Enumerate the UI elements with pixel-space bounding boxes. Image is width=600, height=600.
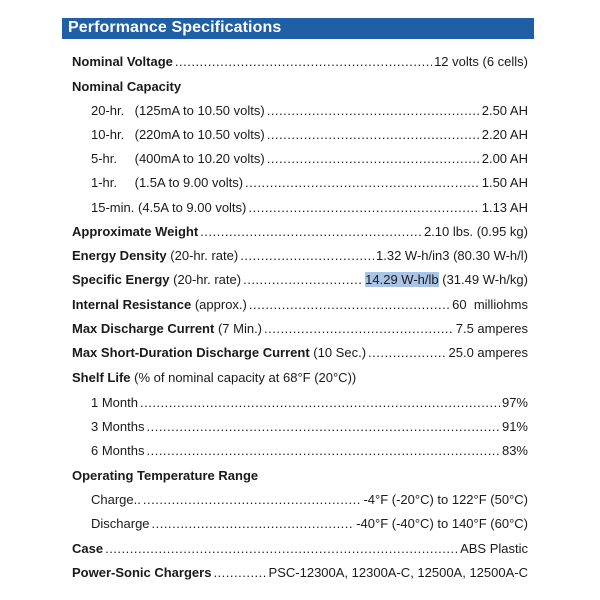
temp-row xyxy=(91,490,528,510)
spec-row-case xyxy=(72,539,528,559)
capacity-row xyxy=(91,101,528,121)
capacity-condition: (125mA to 10.50 volts) xyxy=(134,103,265,118)
capacity-condition: (400mA to 10.20 volts) xyxy=(134,151,265,166)
dot-leader xyxy=(248,198,479,218)
spec-label: Approximate Weight xyxy=(72,224,199,239)
dot-leader xyxy=(240,246,374,266)
dot-leader xyxy=(140,393,500,413)
shelf-life-period: 6 Months xyxy=(91,443,145,458)
spec-label: Max Discharge Current xyxy=(72,321,215,336)
dot-leader xyxy=(267,125,480,145)
spec-value xyxy=(365,270,528,290)
capacity-value: 2.00 AH xyxy=(481,151,528,166)
dot-leader xyxy=(143,490,362,510)
section-header-bar xyxy=(62,18,534,39)
spec-value: 60 milliohms xyxy=(452,297,528,312)
spec-qualifier: (approx.) xyxy=(194,297,247,312)
spec-row-nominal-voltage xyxy=(72,52,528,72)
dot-leader xyxy=(264,319,454,339)
shelf-life-row xyxy=(91,441,528,461)
capacity-row xyxy=(91,173,528,193)
spec-label: Case xyxy=(72,541,104,556)
dot-leader xyxy=(243,270,363,290)
spec-qualifier: (20-hr. rate) xyxy=(173,272,242,287)
capacity-condition: (220mA to 10.50 volts) xyxy=(134,127,265,142)
spec-label-group xyxy=(72,368,356,388)
dot-leader xyxy=(267,101,480,121)
spec-label: Energy Density xyxy=(72,248,167,263)
capacity-rate-label xyxy=(91,125,265,145)
spec-row-chargers xyxy=(72,563,528,583)
spec-label: Specific Energy xyxy=(72,272,170,287)
spec-value: 7.5 amperes xyxy=(455,321,528,336)
capacity-row xyxy=(91,125,528,145)
dot-leader xyxy=(368,343,446,363)
spec-label-group xyxy=(72,319,262,339)
spec-label: Power-Sonic Chargers xyxy=(72,565,212,580)
spec-qualifier: (20-hr. rate) xyxy=(170,248,239,263)
spec-row-max-discharge xyxy=(72,319,528,339)
capacity-rate: 5-hr. xyxy=(91,151,118,166)
dot-leader xyxy=(249,295,450,315)
spec-value: PSC-12300A, 12300A-C, 12500A, 12500A-C xyxy=(268,565,528,580)
dot-leader xyxy=(146,417,499,437)
temp-mode: Discharge xyxy=(91,516,150,531)
spec-row-internal-resistance xyxy=(72,295,528,315)
shelf-life-value: 83% xyxy=(501,443,528,458)
temp-mode: Charge.. xyxy=(91,492,141,507)
shelf-life-row xyxy=(91,417,528,437)
temp-value: -4°F (-20°C) to 122°F (50°C) xyxy=(363,492,528,507)
capacity-rate-label xyxy=(91,198,246,218)
capacity-value: 2.50 AH xyxy=(481,103,528,118)
capacity-row xyxy=(91,198,528,218)
spec-value: 25.0 amperes xyxy=(448,345,528,360)
capacity-rate: 15-min. xyxy=(91,200,135,215)
capacity-rate-label xyxy=(91,149,265,169)
spec-label: Shelf Life xyxy=(72,370,131,385)
spec-value: 1.32 W-h/in3 (80.30 W-h/l) xyxy=(376,248,528,263)
spec-row-energy-density xyxy=(72,246,528,266)
spec-label-group xyxy=(72,343,366,363)
dot-leader xyxy=(213,563,266,583)
capacity-rate-label xyxy=(91,173,243,193)
spec-qualifier: (10 Sec.) xyxy=(313,345,367,360)
capacity-condition: (1.5A to 9.00 volts) xyxy=(134,175,244,190)
spec-row-max-short-discharge xyxy=(72,343,528,363)
spec-label: Max Short-Duration Discharge Current xyxy=(72,345,310,360)
capacity-rate-label xyxy=(91,101,265,121)
dot-leader xyxy=(175,52,432,72)
spec-row-specific-energy xyxy=(72,270,528,290)
spec-qualifier: (7 Min.) xyxy=(217,321,263,336)
spec-label: Nominal Voltage xyxy=(72,54,173,69)
spec-row-weight xyxy=(72,222,528,242)
spec-value: ABS Plastic xyxy=(460,541,528,556)
spec-qualifier: (% of nominal capacity at 68°F (20°C)) xyxy=(134,370,357,385)
dot-leader xyxy=(267,149,480,169)
capacity-condition: (4.5A to 9.00 volts) xyxy=(137,200,247,215)
highlighted-text: 14.29 W-h/lb xyxy=(365,272,439,287)
dot-leader xyxy=(146,441,499,461)
spec-heading-nominal-capacity: Nominal Capacity xyxy=(72,79,182,94)
spec-value: 2.10 lbs. (0.95 kg) xyxy=(423,224,528,239)
temp-row xyxy=(91,514,528,534)
capacity-value: 2.20 AH xyxy=(481,127,528,142)
capacity-rate: 1-hr. xyxy=(91,175,118,190)
capacity-value: 1.50 AH xyxy=(481,175,528,190)
capacity-row xyxy=(91,149,528,169)
capacity-rate: 20-hr. xyxy=(91,103,125,118)
shelf-life-row xyxy=(91,393,528,413)
dot-leader xyxy=(200,222,422,242)
dot-leader xyxy=(245,173,480,193)
spec-label: Internal Resistance xyxy=(72,297,192,312)
capacity-value: 1.13 AH xyxy=(481,200,528,215)
dot-leader xyxy=(105,539,458,559)
shelf-life-period: 3 Months xyxy=(91,419,145,434)
shelf-life-value: 97% xyxy=(501,395,528,410)
capacity-rate: 10-hr. xyxy=(91,127,125,142)
spec-heading-shelf-life xyxy=(72,368,528,388)
dot-leader xyxy=(152,514,355,534)
shelf-life-period: 1 Month xyxy=(91,395,138,410)
spec-label-group xyxy=(72,270,241,290)
spec-value-rest: (31.49 W-h/kg) xyxy=(442,272,528,287)
temp-value: -40°F (-40°C) to 140°F (60°C) xyxy=(356,516,528,531)
spec-value: 12 volts (6 cells) xyxy=(434,54,528,69)
section-title: Performance Specifications xyxy=(68,19,282,36)
shelf-life-value: 91% xyxy=(501,419,528,434)
spec-heading-operating-temp: Operating Temperature Range xyxy=(72,468,259,483)
spec-label-group xyxy=(72,295,247,315)
spec-label-group xyxy=(72,246,238,266)
